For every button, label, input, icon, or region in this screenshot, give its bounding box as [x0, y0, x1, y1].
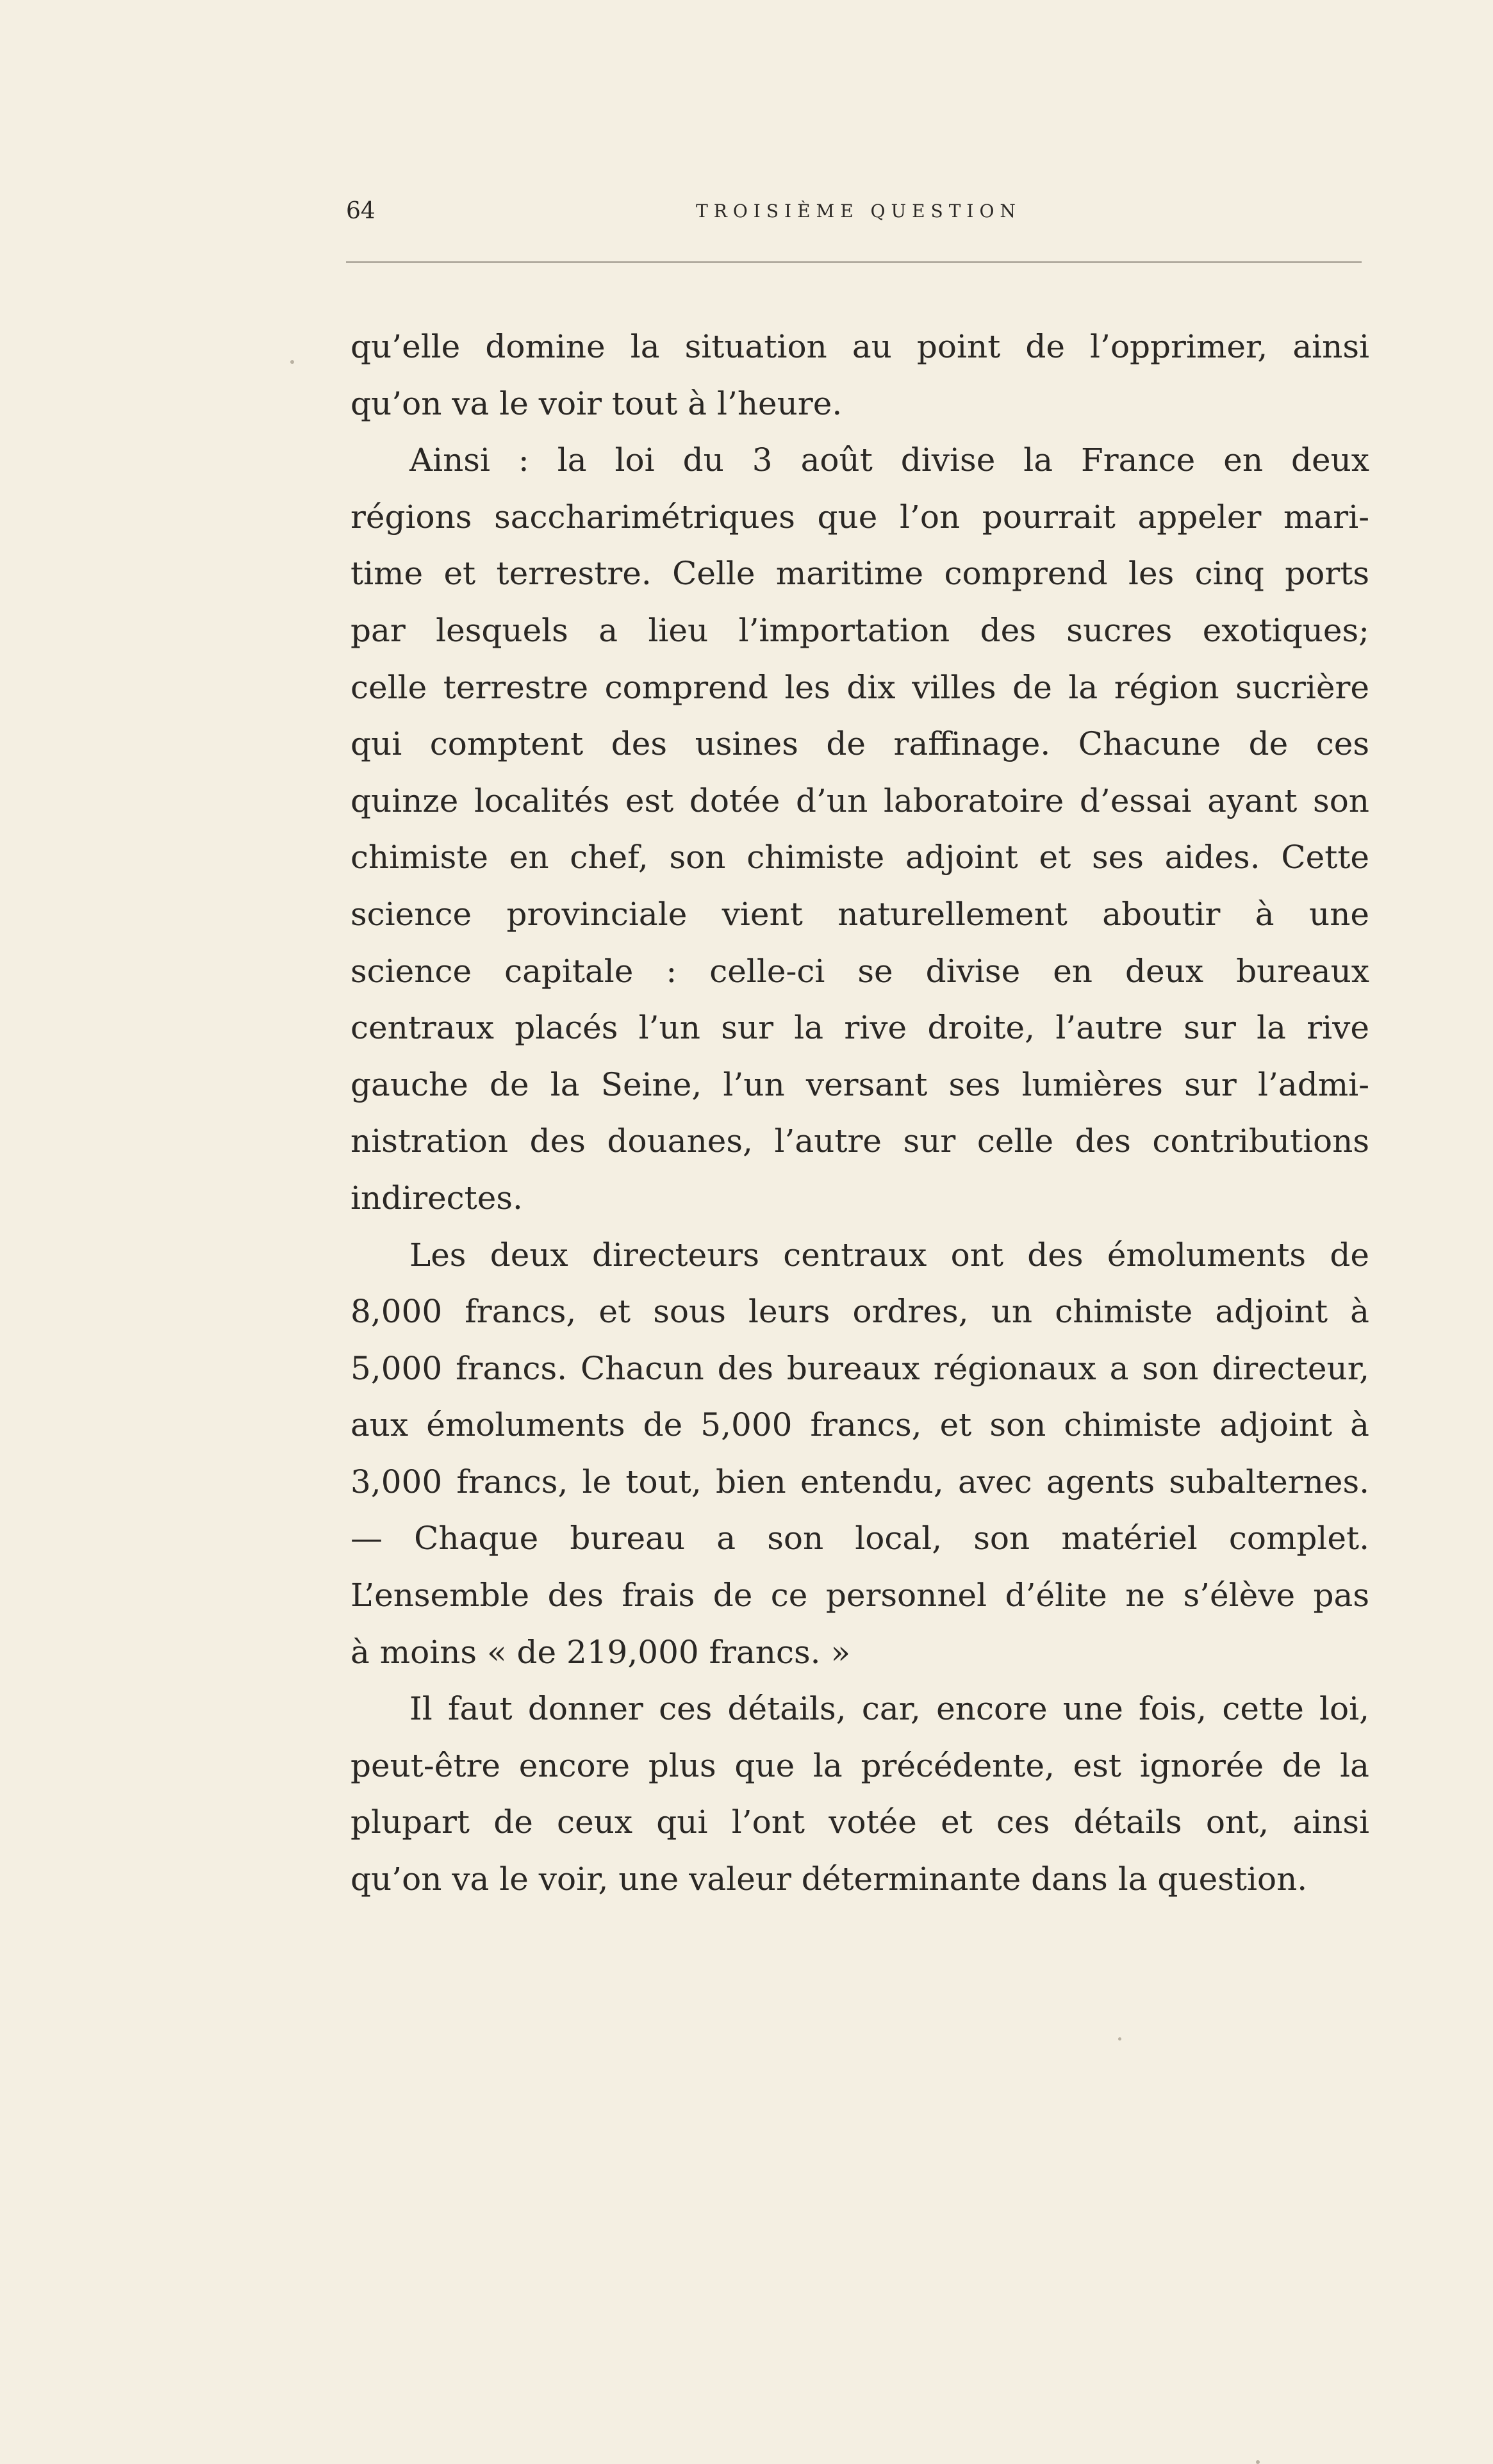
text-line: qui comptent des usines de raffinage. Chacune de ces — [351, 725, 1369, 763]
text-line: time et terrestre. Celle maritime comprend les cinq ports — [351, 555, 1369, 593]
text-line: Les deux directeurs centraux ont des émoluments de — [409, 1236, 1369, 1274]
text-line: Ainsi : la loi du 3 août divise la France en deux — [409, 441, 1369, 479]
text-line: centraux placés l’un sur la rive droite, l’autre sur la rive — [351, 1009, 1369, 1047]
text-line: à moins « de 219,000 francs. » — [351, 1633, 851, 1671]
text-line: par lesquels a lieu l’importation des sucres exotiques; — [351, 611, 1369, 649]
text-line: — Chaque bureau a son local, son matériel complet. — [351, 1520, 1369, 1557]
text-line: plupart de ceux qui l’ont votée et ces détails ont, ainsi — [351, 1803, 1369, 1841]
text-line: science provinciale vient naturellement aboutir à une — [351, 895, 1369, 933]
paper-speck — [1118, 2037, 1121, 2041]
text-line: régions saccharimétriques que l’on pourrait appeler mari- — [351, 498, 1369, 536]
header-rule — [346, 261, 1362, 263]
text-line: nistration des douanes, l’autre sur celle des contributions — [351, 1122, 1369, 1160]
text-line: quinze localités est dotée d’un laboratoire d’essai ayant son — [351, 782, 1369, 819]
paper-speck — [1256, 2460, 1260, 2464]
text-line: chimiste en chef, son chimiste adjoint et ses aides. Cette — [351, 839, 1369, 876]
text-line: aux émoluments de 5,000 francs, et son chimiste adjoint à — [351, 1406, 1369, 1444]
text-line: celle terrestre comprend les dix villes de la région sucrière — [351, 668, 1369, 706]
page-header — [346, 192, 1371, 231]
body-text — [351, 318, 1369, 1908]
text-line: science capitale : celle-ci se divise en deux bureaux — [351, 952, 1369, 990]
text-line: 3,000 francs, le tout, bien entendu, avec agents subalternes. — [351, 1463, 1369, 1500]
running-title: TROISIÈME QUESTION — [696, 201, 1021, 222]
text-line: qu’on va le voir, une valeur déterminante dans la question. — [351, 1860, 1308, 1898]
text-line: Il faut donner ces détails, car, encore une fois, cette loi, — [409, 1690, 1369, 1728]
paper-speck — [290, 360, 294, 364]
page-number: 64 — [346, 198, 375, 224]
text-line: qu’elle domine la situation au point de l’opprimer, ainsi — [351, 328, 1369, 365]
text-line: 8,000 francs, et sous leurs ordres, un chimiste adjoint à — [351, 1293, 1369, 1331]
text-line: 5,000 francs. Chacun des bureaux régionaux a son directeur, — [351, 1349, 1369, 1387]
text-line: gauche de la Seine, l’un versant ses lumières sur l’admi- — [351, 1065, 1369, 1103]
text-line: L’ensemble des frais de ce personnel d’élite ne s’élève pas — [351, 1577, 1369, 1614]
text-line: indirectes. — [351, 1179, 523, 1217]
text-line: qu’on va le voir tout à l’heure. — [351, 384, 843, 422]
text-line: peut-être encore plus que la précédente, est ignorée de la — [351, 1746, 1369, 1784]
